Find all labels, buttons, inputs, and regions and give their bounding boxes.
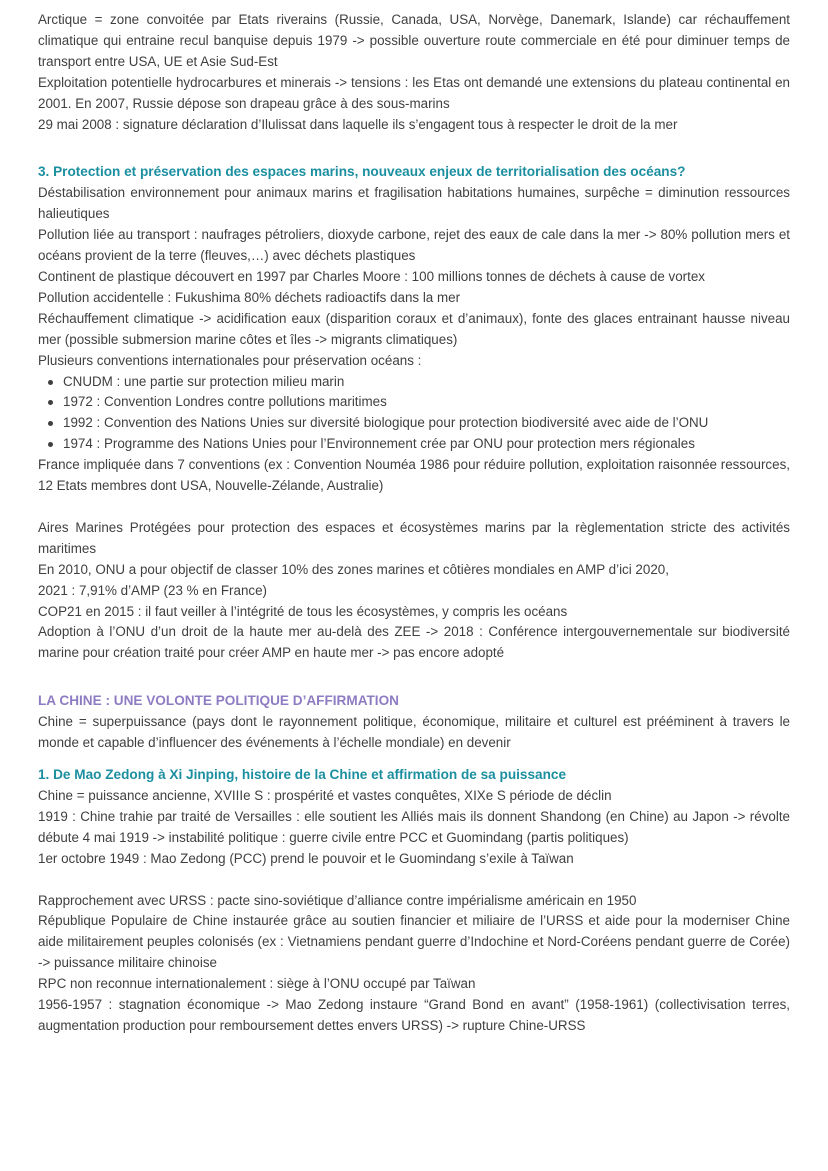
- document-page: [38, 10, 790, 1037]
- chine-subheading: 1. De Mao Zedong à Xi Jinping, histoire de la Chine et affirmation de sa puissance: [38, 767, 566, 782]
- paragraph: Pollution liée au transport : naufrages pétroliers, dioxyde carbone, rejet des eaux de cale dans la mer -> 80% pollution mers et océans provient de la terre (fleuves,…) avec déchets plastiques: [38, 227, 790, 264]
- spacer: [38, 664, 790, 691]
- paragraph-ilulissat: 29 mai 2008 : signature déclaration d’Ilulissat dans laquelle ils s’engagent tous à respecter le droit de la mer: [38, 116, 678, 132]
- paragraph: France impliquée dans 7 conventions (ex : Convention Nouméa 1986 pour réduire pollution, exploitation raisonnée ressources, 12 Etats membres dont USA, Nouvelle-Zélande, Australie): [38, 457, 790, 494]
- list-item: 1974 : Programme des Nations Unies pour l’Environnement crée par ONU pour protection mers régionales: [46, 434, 790, 455]
- chine-heading: LA CHINE : UNE VOLONTE POLITIQUE D’AFFIRMATION: [38, 693, 399, 709]
- paragraph-exploitation: Exploitation potentielle hydrocarbures et minerais -> tensions : les Etas ont demandé une extensions du plateau continental en 2001. En 2007, Russie dépose son drapeau grâce à des sous-marins: [38, 74, 790, 111]
- paragraph: Chine = puissance ancienne, XVIIIe S : prospérité et vastes conquêtes, XIXe S période de déclin: [38, 787, 612, 803]
- paragraph: République Populaire de Chine instaurée grâce au soutien financier et miliaire de l’URSS et aide pour la moderniser Chine aide militairement peuples colonisés (ex : Vietnamiens pendant guerre d’Indochine et Nord-Coréens pendant guerre de Corée) -> puissance militaire chinoise: [38, 913, 790, 971]
- spacer: [38, 497, 790, 518]
- paragraph: Plusieurs conventions internationales pour préservation océans :: [38, 352, 422, 368]
- paragraph: 2021 : 7,91% d’AMP (23 % en France): [38, 582, 268, 598]
- list-item: CNUDM : une partie sur protection milieu marin: [46, 372, 790, 393]
- spacer: [38, 754, 790, 765]
- list-item: 1972 : Convention Londres contre pollutions maritimes: [46, 392, 790, 413]
- spacer: [38, 135, 790, 162]
- paragraph: Réchauffement climatique -> acidification eaux (disparition coraux et d’animaux), fonte des glaces entrainant hausse niveau mer (possible submersion marine côtes et îles -> migrants climatiques): [38, 310, 790, 347]
- paragraph: Continent de plastique découvert en 1997 par Charles Moore : 100 millions tonnes de déchets à cause de vortex: [38, 268, 705, 284]
- paragraph-arctique: Arctique = zone convoitée par Etats riverains (Russie, Canada, USA, Norvège, Danemark, Islande) car réchauffement climatique qui entraine recul banquise depuis 1979 -> possible ouverture route commerciale en été pour diminuer temps de transport entre USA, UE et Asie Sud-Est: [38, 12, 790, 69]
- conventions-list: [38, 372, 790, 456]
- paragraph: Chine = superpuissance (pays dont le rayonnement politique, économique, militaire et culturel est prééminent à travers le monde et capable d’influencer des événements à l’échelle mondiale) en devenir: [38, 714, 790, 751]
- paragraph: Aires Marines Protégées pour protection des espaces et écosystèmes marins par la règlementation stricte des activités maritimes: [38, 519, 790, 556]
- paragraph: 1956-1957 : stagnation économique -> Mao Zedong instaure “Grand Bond en avant” (1958-1961) (collectivisation terres, augmentation production pour remboursement dettes envers URSS) -> rupture Chine-URSS: [38, 997, 790, 1033]
- paragraph: Déstabilisation environnement pour animaux marins et fragilisation habitations humaines, surpêche = diminution ressources halieutiques: [38, 185, 790, 222]
- paragraph: 1919 : Chine trahie par traité de Versailles : elle soutient les Alliés mais ils donnent Shandong (en Chine) au Japon -> révolte débute 4 mai 1919 -> instabilité politique : guerre civile entre PCC et Guomindang (partis politiques): [38, 808, 790, 845]
- paragraph: RPC non reconnue internationalement : siège à l’ONU occupé par Taïwan: [38, 976, 476, 992]
- paragraph: Pollution accidentelle : Fukushima 80% déchets radioactifs dans la mer: [38, 289, 461, 305]
- paragraph: 1er octobre 1949 : Mao Zedong (PCC) prend le pouvoir et le Guomindang s’exile à Taïwan: [38, 850, 574, 866]
- paragraph: Adoption à l’ONU d’un droit de la haute mer au-delà des ZEE -> 2018 : Conférence intergouvernementale sur biodiversité marine pour création traité pour créer AMP en haute mer -> pas encore adopté: [38, 624, 790, 661]
- list-item: 1992 : Convention des Nations Unies sur diversité biologique pour protection biodiversité avec aide de l’ONU: [46, 413, 790, 434]
- section-3-heading: 3. Protection et préservation des espaces marins, nouveaux enjeux de territorialisation des océans?: [38, 164, 686, 180]
- paragraph: En 2010, ONU a pour objectif de classer 10% des zones marines et côtières mondiales en AMP d’ici 2020,: [38, 561, 669, 577]
- paragraph: COP21 en 2015 : il faut veiller à l’intégrité de tous les écosystèmes, y compris les océans: [38, 603, 568, 619]
- paragraph: Rapprochement avec URSS : pacte sino-soviétique d’alliance contre impérialisme américain en 1950: [38, 892, 637, 908]
- spacer: [38, 870, 790, 891]
